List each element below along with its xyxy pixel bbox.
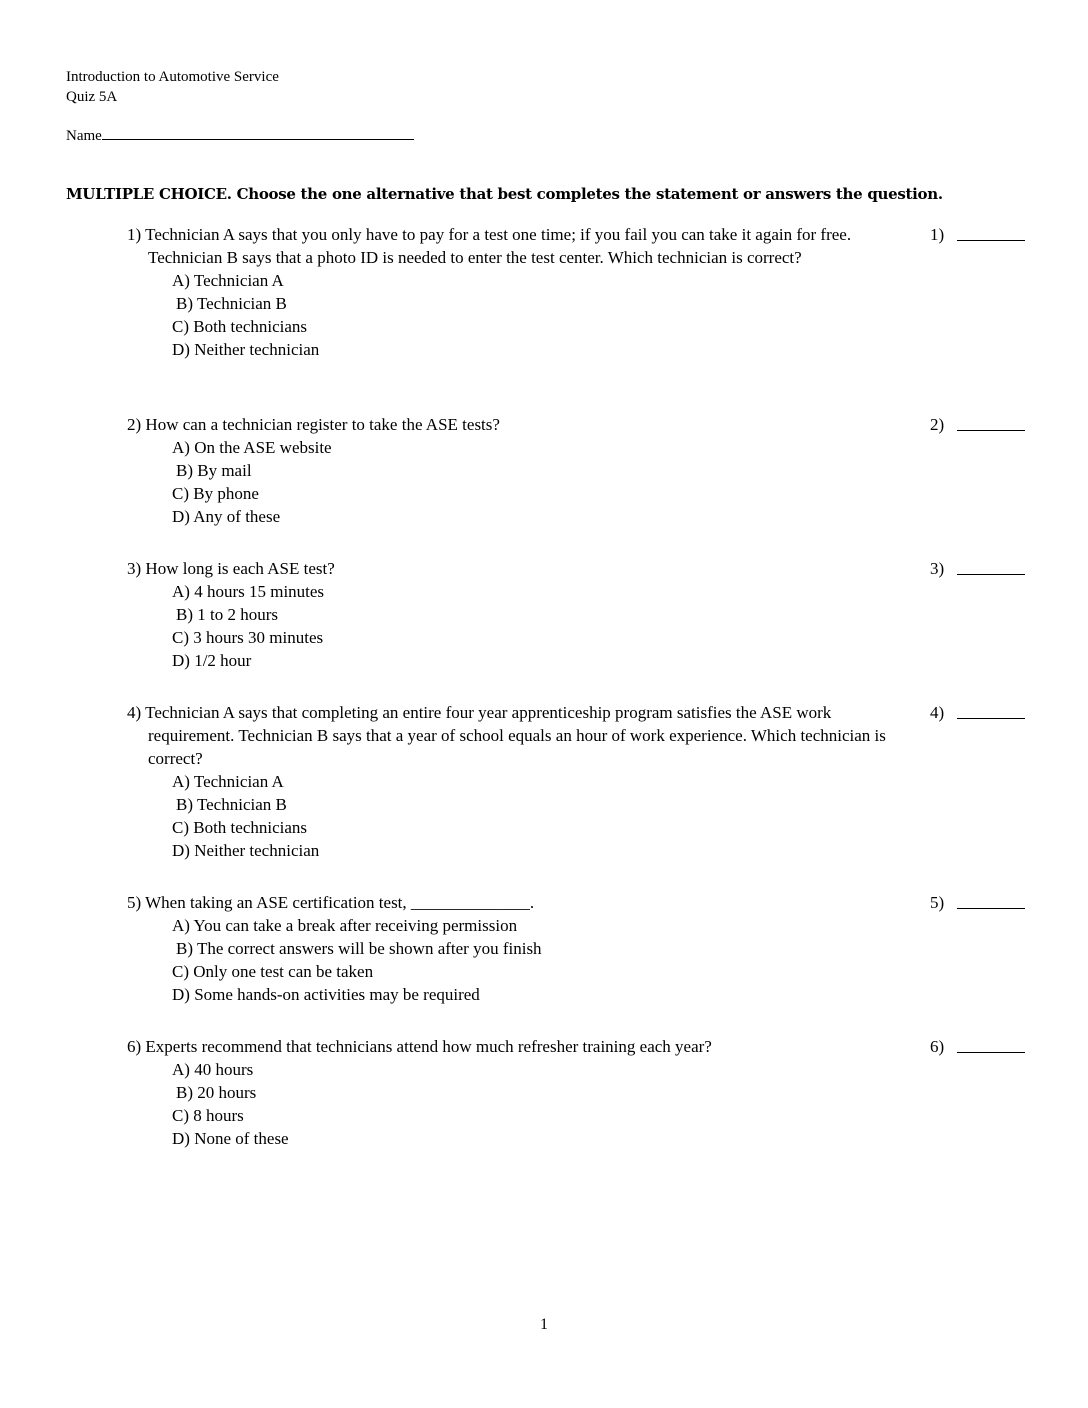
question-number: 6) [127,1037,142,1056]
question [127,701,897,862]
question-stem: When taking an ASE certification test, ______________. [145,893,535,912]
answer-slot[interactable] [930,223,944,246]
answer-option: D) Some hands-on activities may be required [172,985,480,1004]
instructions: MULTIPLE CHOICE. Choose the one alternative that best completes the statement or answers the question. [66,185,943,203]
name-label: Name [66,128,102,144]
answer-option: C) Both technicians [172,317,308,336]
question-stem: Technician A says that completing an entire four year apprenticeship program satisfies the ASE work requirement. Technician B says that a year of school equals an hour of work experience. Which technician is correct? [145,703,886,768]
answer-number: 1) [930,225,945,244]
answer-blank[interactable] [957,240,1025,241]
answer-blank[interactable] [957,430,1025,431]
question-number: 3) [127,559,142,578]
answer-option: B) By mail [176,461,252,480]
answer-option: C) 3 hours 30 minutes [172,628,324,647]
question [127,223,897,361]
answer-blank[interactable] [957,574,1025,575]
page-number: 1 [540,1316,548,1333]
answer-slot[interactable] [930,1035,944,1058]
answer-option: C) By phone [172,484,259,503]
answer-option: B) The correct answers will be shown after you finish [176,939,542,958]
answer-number: 6) [930,1037,945,1056]
answer-option: A) On the ASE website [172,438,332,457]
answer-option: A) 40 hours [172,1060,254,1079]
answer-option: D) None of these [172,1129,289,1148]
name-field[interactable] [66,125,414,146]
answer-blank[interactable] [957,908,1025,909]
answer-blank[interactable] [957,718,1025,719]
question-text [127,701,898,770]
question [127,891,897,1006]
answer-option: C) 8 hours [172,1106,244,1125]
question [127,413,897,528]
answer-option: D) Any of these [172,507,281,526]
name-line[interactable] [102,125,414,140]
question-text [127,223,898,269]
question-stem: Experts recommend that technicians attend how much refresher training each year? [145,1037,712,1056]
answer-option: D) Neither technician [172,340,320,359]
answer-slot[interactable] [930,701,944,724]
answer-blank[interactable] [957,1052,1025,1053]
course-title: Introduction to Automotive Service [66,69,279,85]
answer-option: C) Only one test can be taken [172,962,374,981]
answer-option: D) Neither technician [172,841,320,860]
answer-slot[interactable] [930,413,944,436]
question-number: 5) [127,893,142,912]
quiz-title: Quiz 5A [66,89,118,105]
question-stem: How can a technician register to take the ASE tests? [145,415,500,434]
answer-number: 4) [930,703,945,722]
answer-slot[interactable] [930,891,944,914]
question-stem: How long is each ASE test? [145,559,335,578]
question-number: 2) [127,415,142,434]
question-text [127,891,898,914]
question-stem: Technician A says that you only have to pay for a test one time; if you fail you can take it again for free. Technician B says that a photo ID is needed to enter the test center. Which technician is correct? [145,225,852,267]
answer-option: C) Both technicians [172,818,308,837]
question-number: 1) [127,225,142,244]
question [127,557,897,672]
answer-option: B) 1 to 2 hours [176,605,278,624]
question-text [127,1035,898,1058]
answer-option: B) 20 hours [176,1083,257,1102]
question-text [127,413,898,436]
answer-number: 2) [930,415,945,434]
answer-slot[interactable] [930,557,944,580]
answer-option: A) Technician A [172,271,284,290]
answer-option: B) Technician B [176,294,287,313]
answer-number: 5) [930,893,945,912]
answer-option: D) 1/2 hour [172,651,252,670]
answer-option: B) Technician B [176,795,287,814]
answer-option: A) Technician A [172,772,284,791]
question-text [127,557,898,580]
answer-option: A) You can take a break after receiving permission [172,916,518,935]
answer-option: A) 4 hours 15 minutes [172,582,325,601]
question [127,1035,897,1150]
answer-number: 3) [930,559,945,578]
question-number: 4) [127,703,142,722]
